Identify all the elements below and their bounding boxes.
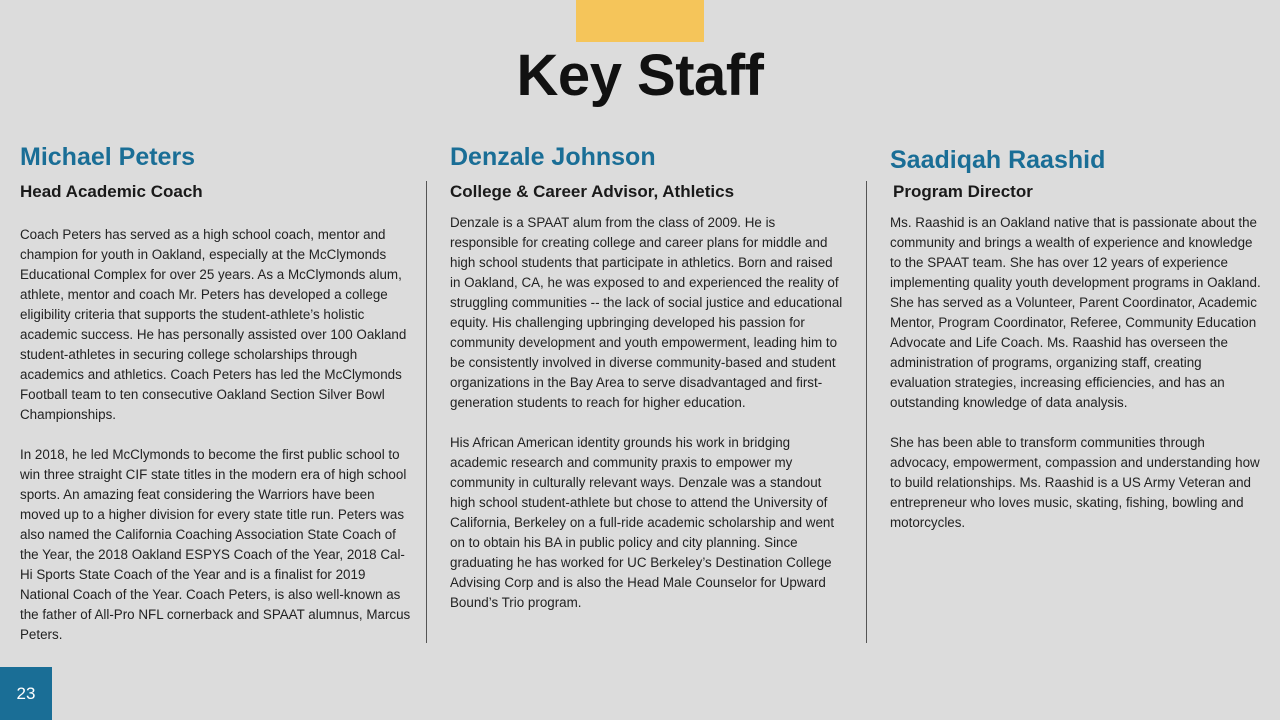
- staff-card-denzale-johnson: [450, 140, 846, 613]
- staff-name: Denzale Johnson: [450, 143, 656, 171]
- bio-paragraph: She has been able to transform communities through advocacy, empowerment, compassion and understanding how to build relationships. Ms. Raashid is a US Army Veteran and entrepreneur who loves music, skating, fishing, bowling and motorcycles.: [890, 435, 1260, 530]
- page-number-badge: 23: [0, 667, 52, 720]
- column-divider: [866, 181, 867, 643]
- bio-paragraph: In 2018, he led McClymonds to become the first public school to win three straight CIF state titles in the modern era of high school sports. An amazing feat considering the Warriors have been moved up to a higher division for every state title run. Peters was also named the California Coaching Association State Coach of the Year, the 2018 Oakland ESPYS Coach of the Year, 2018 Cal-Hi Sports State Coach of the Year and is a finalist for 2019 National Coach of the Year. Coach Peters, is also well-known as the father of All-Pro NFL cornerback and SPAAT alumnus, Marcus Peters.: [20, 447, 411, 642]
- bio-paragraph: Ms. Raashid is an Oakland native that is passionate about the community and brings a wealth of experience and knowledge to the SPAAT team. She has over 12 years of experience implementing quality youth development programs in Oakland. She has served as a Volunteer, Parent Coordinator, Academic Mentor, Program Coordinator, Referee, Community Education Advocate and Life Coach. Ms. Raashid has overseen the administration of programs, organizing staff, creating evaluation strategies, increasing efficiencies, and has an outstanding knowledge of data analysis.: [890, 215, 1261, 410]
- bio-paragraph: Denzale is a SPAAT alum from the class of 2009. He is responsible for creating college and career plans for middle and high school students that participate in athletics. Born and raised in Oakland, CA, he was exposed to and experienced the reality of struggling communities -- the lack of social justice and educational equity. His challenging upbringing developed his passion for community development and youth empowerment, leading him to be consistently involved in diverse community-based and student organizations in the Bay Area to serve disadvantaged and first-generation students to reach for higher education.: [450, 215, 843, 410]
- staff-role: Head Academic Coach: [20, 182, 203, 201]
- staff-role: College & Career Advisor, Athletics: [450, 182, 735, 201]
- slide-title: Key Staff: [516, 43, 764, 108]
- staff-name: Michael Peters: [20, 143, 196, 171]
- staff-card-saadiqah-raashid: [890, 140, 1262, 533]
- column-divider: [426, 181, 427, 643]
- staff-card-michael-peters: [20, 140, 412, 645]
- staff-bio: [890, 213, 1262, 533]
- staff-bio: [20, 225, 412, 645]
- staff-name: Saadiqah Raashid: [890, 146, 1106, 174]
- staff-bio: [450, 213, 846, 613]
- bio-paragraph: Coach Peters has served as a high school coach, mentor and champion for youth in Oakland, especially at the McClymonds Educational Complex for over 25 years. As a McClymonds alum, athlete, mentor and coach Mr. Peters has developed a college eligibility criteria that supports the student-athlete’s holistic academic success. He has personally assisted over 100 Oakland student-athletes in securing college scholarships through academics and athletics. Coach Peters has led the McClymonds Football team to ten consecutive Oakland Section Silver Bowl Championships.: [20, 227, 407, 422]
- staff-role: Program Director: [893, 182, 1033, 201]
- accent-bar: [576, 0, 704, 42]
- bio-paragraph: His African American identity grounds his work in bridging academic research and community praxis to empower my community in culturally relevant ways. Denzale was a standout high school student-athlete but chose to attend the University of California, Berkeley on a full-ride academic scholarship and went on to obtain his BA in public policy and city planning. Since graduating he has worked for UC Berkeley’s Destination College Advising Corp and is also the Head Male Counselor for Upward Bound’s Trio program.: [450, 435, 835, 610]
